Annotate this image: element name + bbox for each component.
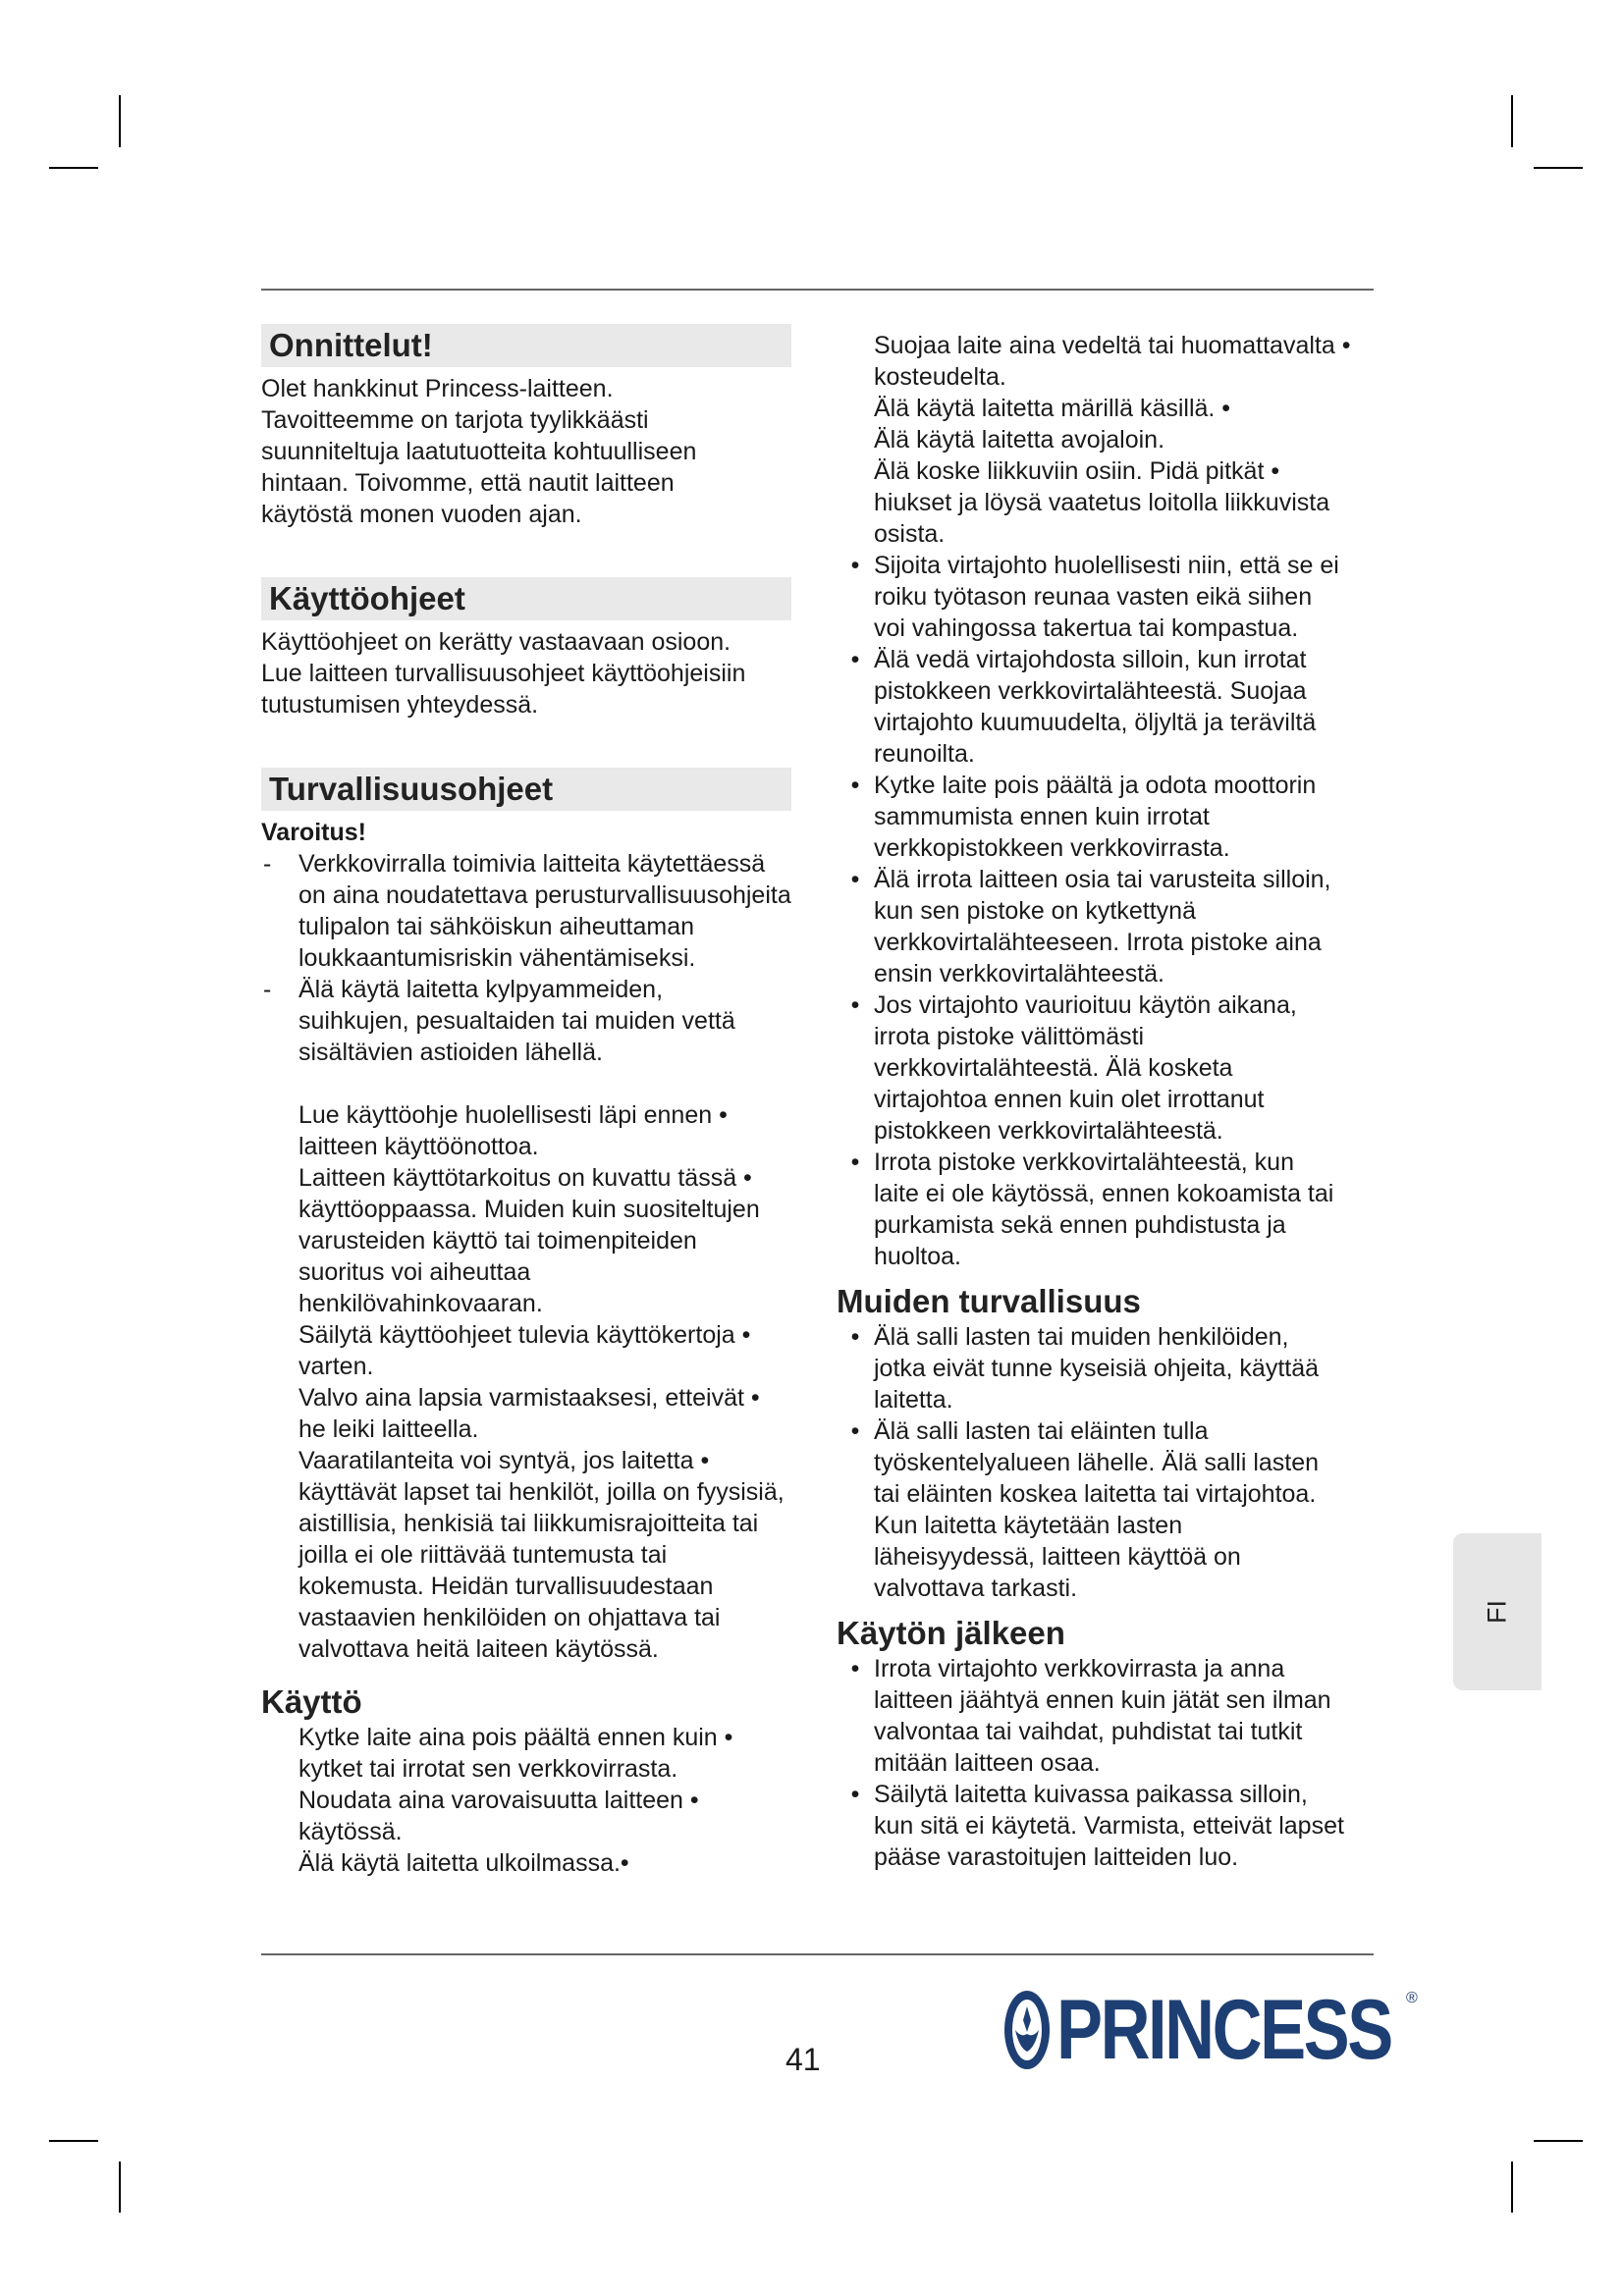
text-line: käyttöoppaassa. Muiden kuin suositeltujen — [298, 1196, 760, 1223]
text-line: sisältävien astioiden lähellä. — [298, 1039, 603, 1066]
language-tab — [1453, 1533, 1542, 1690]
text-line: Olet hankkinut Princess-laitteen. — [261, 375, 614, 402]
warning-item — [261, 848, 840, 880]
crop-mark — [49, 2140, 98, 2142]
text-line: suunniteltuja laatutuotteita kohtuulliseen — [261, 438, 697, 465]
warning-text: Verkkovirralla toimivia laitteita käytettäessä — [298, 850, 766, 878]
bullet-marker: • — [850, 1323, 860, 1351]
text-line: verkkopistokkeen verkkovirrasta. — [874, 834, 1230, 862]
logo-wordmark: PRINCESS — [1056, 1982, 1391, 2077]
left-column — [261, 324, 840, 1879]
text-line: läheisyydessä, laitteen käyttöä on — [874, 1543, 1241, 1571]
text-line: suoritus voi aiheuttaa — [298, 1258, 531, 1286]
text-line: virtajohtoa ennen kuin olet irrottanut — [874, 1086, 1265, 1113]
text-line: mitään laitteen osaa. — [874, 1749, 1101, 1777]
dash-marker: - — [263, 850, 272, 878]
text-line: tutustumisen yhteydessä. — [261, 691, 539, 719]
text-line: verkkovirtalähteestä. Älä kosketa — [874, 1054, 1233, 1082]
bullet-item — [837, 1321, 1396, 1415]
text-line: laitteen käyttöönottoa. — [298, 1133, 539, 1160]
text-line: valvontaa tai vaihdat, puhdistat tai tutkit — [874, 1718, 1303, 1745]
bottom-rule — [261, 1953, 1374, 1955]
text-line: laite ei ole käytössä, ennen kokoamista tai — [874, 1180, 1334, 1207]
section-heading-muiden: Muiden turvallisuus — [837, 1283, 1141, 1319]
text-line: käyttävät lapset tai henkilöt, joilla on fyysisiä, — [298, 1478, 785, 1506]
bullet-item — [837, 864, 1396, 989]
text-line: Älä salli lasten tai eläinten tulla — [874, 1417, 1209, 1445]
section-heading-onnittelut: Onnittelut! — [261, 324, 791, 367]
text-line: Älä käytä laitetta märillä käsillä. • — [874, 395, 1231, 422]
text-line: Käyttöohjeet on kerätty vastaavaan osioon. — [261, 628, 731, 656]
crop-mark — [1534, 167, 1583, 169]
bullet-marker: • — [850, 646, 860, 673]
text-line: pistokkeen verkkovirtalähteestä. — [874, 1117, 1223, 1145]
text-line: Älä koske liikkuviin osiin. Pidä pitkät • — [874, 457, 1280, 485]
bullet-marker: • — [850, 772, 860, 799]
crop-mark — [1534, 2140, 1583, 2142]
text-line: Tavoitteemme on tarjota tyylikkäästi — [261, 406, 649, 434]
princess-logo — [1001, 1981, 1465, 2079]
bullet-marker: • — [850, 866, 860, 893]
text-line: irrota pistoke välittömästi — [874, 1023, 1145, 1050]
section-heading-turvallisuusohjeet: Turvallisuusohjeet — [261, 768, 791, 811]
text-line: vastaavien henkilöiden on ohjattava tai — [298, 1604, 721, 1631]
text-line: kun sen pistoke on kytkettynä — [874, 897, 1196, 925]
language-tab-label: FI — [1482, 1600, 1512, 1624]
text-line: Suojaa laite aina vedeltä tai huomattavalta • — [874, 332, 1351, 359]
text-line: Lue laitteen turvallisuusohjeet käyttöohjeisiin — [261, 660, 746, 687]
text-line: tai eläinten koskea laitetta tai virtajohtoa. — [874, 1480, 1317, 1508]
text-line: he leiki laitteella. — [298, 1415, 479, 1443]
text-line: Kytke laite aina pois päältä ennen kuin • — [298, 1724, 733, 1751]
text-line: Älä käytä laitetta ulkoilmassa.• — [298, 1849, 629, 1877]
text-line: virtajohto kuumuudelta, öljyltä ja teräviltä — [874, 709, 1317, 736]
text-line: suihkujen, pesualtaiden tai muiden vettä — [298, 1007, 735, 1035]
text-line: Noudata aina varovaisuutta laitteen • — [298, 1787, 699, 1814]
text-line: Älä salli lasten tai muiden henkilöiden, — [874, 1323, 1289, 1351]
top-rule — [261, 289, 1374, 291]
text-line: kytket tai irrotat sen verkkovirrasta. — [298, 1755, 678, 1783]
text-line: käytössä. — [298, 1818, 403, 1845]
text-line: jotka eivät tunne kyseisiä ohjeita, käyttää — [874, 1355, 1320, 1382]
bullet-item — [837, 1653, 1396, 1779]
text-line: Älä käytä laitetta avojaloin. — [874, 426, 1165, 454]
crop-mark — [1511, 95, 1513, 147]
text-line: Älä irrota laitteen osia tai varusteita silloin, — [874, 866, 1331, 893]
text-line: kosteudelta. — [874, 363, 1006, 391]
crop-mark — [49, 167, 98, 169]
text-line: loukkaantumisriskin vähentämiseksi. — [298, 944, 696, 972]
warning-text: Älä käytä laitetta kylpyammeiden, — [298, 976, 664, 1003]
crop-mark — [119, 2162, 121, 2213]
bullet-item — [837, 770, 1396, 864]
onnittelut-body — [261, 373, 840, 530]
text-line: Irrota virtajohto verkkovirrasta ja anna — [874, 1655, 1285, 1682]
text-line: valvottava heitä laiteen käytössä. — [298, 1635, 659, 1663]
kayttoohjeet-body — [261, 626, 840, 721]
text-line: voi vahingossa takertua tai kompastua. — [874, 614, 1299, 642]
text-line: osista. — [874, 520, 946, 548]
bullet-marker: • — [850, 1655, 860, 1682]
princess-emblem-icon — [1001, 1987, 1053, 2073]
text-line: ensin verkkovirtalähteestä. — [874, 960, 1164, 988]
text-line: Irrota pistoke verkkovirtalähteestä, kun — [874, 1148, 1294, 1176]
right-column — [837, 330, 1396, 1873]
dash-marker: - — [263, 976, 272, 1003]
kaytto-body — [261, 1722, 840, 1879]
bullet-item — [837, 1779, 1396, 1873]
text-line: Sijoita virtajohto huolellisesti niin, että se ei — [874, 552, 1339, 579]
text-line: Säilytä käyttöohjeet tulevia käyttökertoja • — [298, 1321, 751, 1349]
section-heading-kaytto: Käyttö — [261, 1683, 362, 1720]
text-line: henkilövahinkovaaran. — [298, 1290, 543, 1317]
text-line: purkamista sekä ennen puhdistusta ja — [874, 1211, 1286, 1239]
text-line: Kytke laite pois päältä ja odota moottorin — [874, 772, 1317, 799]
text-line: tulipalon tai sähköiskun aiheuttaman — [298, 913, 695, 940]
bullet-item — [837, 1415, 1396, 1604]
warning-item — [261, 974, 840, 1005]
text-line: Jos virtajohto vaurioituu käytön aikana, — [874, 991, 1297, 1019]
text-line: Kun laitetta käytetään lasten — [874, 1512, 1183, 1539]
bullet-item — [837, 1147, 1396, 1272]
text-line: hiukset ja löysä vaatetus loitolla liikkuvista — [874, 489, 1330, 516]
bullet-marker: • — [850, 1417, 860, 1445]
text-line: huoltoa. — [874, 1243, 961, 1270]
section-heading-jalkeen: Käytön jälkeen — [837, 1615, 1065, 1651]
right-plain-text — [837, 330, 1396, 550]
text-line: varusteiden käyttö tai toimenpiteiden — [298, 1227, 697, 1255]
crop-mark — [119, 95, 121, 147]
page-number: 41 — [785, 2042, 821, 2077]
registered-mark: ® — [1406, 1989, 1418, 2006]
text-line: Valvo aina lapsia varmistaaksesi, etteivät • — [298, 1384, 760, 1412]
bullet-item — [837, 989, 1396, 1147]
text-line: laitetta. — [874, 1386, 953, 1414]
safety-instructions-list — [261, 1099, 840, 1665]
text-line: on aina noudatettava perusturvallisuusohjeita — [298, 881, 791, 909]
text-line: reunoilta. — [874, 740, 975, 768]
text-line: sammumista ennen kuin irrotat — [874, 803, 1210, 830]
text-line: pistokkeen verkkovirtalähteestä. Suojaa — [874, 677, 1307, 705]
text-line: pääse varastoitujen laitteiden luo. — [874, 1843, 1239, 1871]
warning-title: Varoitus! — [261, 819, 366, 846]
text-line: Älä vedä virtajohdosta silloin, kun irrotat — [874, 646, 1307, 673]
text-line: Lue käyttöohje huolellisesti läpi ennen • — [298, 1101, 728, 1129]
bullet-marker: • — [850, 552, 860, 579]
bullet-marker: • — [850, 991, 860, 1019]
text-line: hintaan. Toivomme, että nautit laitteen — [261, 469, 675, 497]
text-line: joilla ei ole riittävää tuntemusta tai — [298, 1541, 668, 1569]
text-line: kokemusta. Heidän turvallisuudestaan — [298, 1573, 714, 1600]
text-line: Laitteen käyttötarkoitus on kuvattu tässä • — [298, 1164, 752, 1192]
bullet-marker: • — [850, 1148, 860, 1176]
section-heading-kayttoohjeet: Käyttöohjeet — [261, 577, 791, 620]
text-line: kun sitä ei käytetä. Varmista, etteivät lapset — [874, 1812, 1344, 1840]
bullet-item — [837, 550, 1396, 644]
text-line: Säilytä laitetta kuivassa paikassa silloin, — [874, 1781, 1308, 1808]
text-line: aistillisia, henkisiä tai liikkumisrajoitteita tai — [298, 1510, 759, 1537]
text-line: verkkovirtalähteeseen. Irrota pistoke aina — [874, 929, 1322, 956]
text-line: roiku työtason reunaa vasten eikä siihen — [874, 583, 1313, 611]
text-line: laitteen jäähtyä ennen kuin jätät sen ilman — [874, 1686, 1331, 1714]
crop-mark — [1511, 2162, 1513, 2213]
text-line: Vaaratilanteita voi syntyä, jos laitetta • — [298, 1447, 710, 1474]
bullet-item — [837, 644, 1396, 770]
bullet-marker: • — [850, 1781, 860, 1808]
text-line: valvottava tarkasti. — [874, 1575, 1078, 1602]
text-line: varten. — [298, 1353, 374, 1380]
text-line: työskentelyalueen lähelle. Älä salli lasten — [874, 1449, 1320, 1476]
text-line: käytöstä monen vuoden ajan. — [261, 501, 582, 528]
